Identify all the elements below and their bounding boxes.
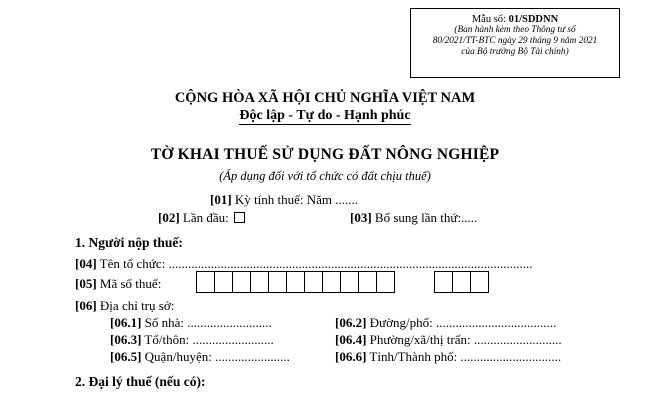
motto-text: Độc lập - Tự do - Hạnh phúc bbox=[239, 108, 411, 123]
field-03-code: [03] bbox=[350, 210, 372, 225]
form-note-line3: của Bộ trưởng Bộ Tài chính) bbox=[461, 47, 569, 57]
form-note-line1: (Ban hành kèm theo Thông tư số bbox=[454, 25, 576, 35]
document-subtitle: (Áp dụng đối với tổ chức có đất chịu thuế) bbox=[219, 169, 431, 183]
tax-code-branch-box[interactable] bbox=[434, 271, 453, 293]
field-062-street bbox=[335, 315, 556, 331]
tax-code-digit-box[interactable] bbox=[196, 271, 215, 293]
tax-code-digit-box[interactable] bbox=[214, 271, 233, 293]
field-03-text: Bổ sung lần thứ:..... bbox=[371, 210, 478, 225]
field-063-code: [06.3] bbox=[110, 332, 142, 347]
tax-code-digit-box[interactable] bbox=[268, 271, 287, 293]
field-064-text: Phường/xã/thị trấn: ........................... bbox=[366, 332, 562, 347]
field-02-code: [02] bbox=[158, 210, 180, 225]
field-05-text: Mã số thuế: bbox=[96, 276, 162, 291]
form-code bbox=[411, 14, 619, 25]
field-04-code: [04] bbox=[75, 256, 97, 271]
section-1-taxpayer: 1. Người nộp thuế: bbox=[75, 235, 183, 250]
section-2-tax-agent: 2. Đại lý thuế (nếu có): bbox=[75, 374, 206, 389]
document-title: TỜ KHAI THUẾ SỬ DỤNG ĐẤT NÔNG NGHIỆP bbox=[150, 146, 500, 163]
form-code-label: Mẫu số: bbox=[471, 14, 509, 25]
field-061-code: [06.1] bbox=[110, 315, 142, 330]
tax-code-digit-box[interactable] bbox=[358, 271, 377, 293]
field-065-district bbox=[110, 349, 290, 365]
tax-code-digit-box[interactable] bbox=[376, 271, 395, 293]
first-time-checkbox[interactable] bbox=[234, 212, 245, 223]
tax-code-digit-box[interactable] bbox=[286, 271, 305, 293]
field-062-code: [06.2] bbox=[335, 315, 367, 330]
field-06-address bbox=[75, 298, 174, 314]
field-065-text: Quận/huyện: ....................... bbox=[141, 349, 290, 364]
field-03-supplement bbox=[350, 210, 477, 226]
field-065-code: [06.5] bbox=[110, 349, 142, 364]
tax-code-boxes-branch bbox=[434, 271, 488, 293]
motto bbox=[0, 108, 650, 124]
tax-code-digit-box[interactable] bbox=[304, 271, 323, 293]
field-064-code: [06.4] bbox=[335, 332, 367, 347]
tax-code-branch-box[interactable] bbox=[452, 271, 471, 293]
field-066-code: [06.6] bbox=[335, 349, 367, 364]
tax-code-digit-box[interactable] bbox=[322, 271, 341, 293]
field-02-text: Lần đầu: bbox=[179, 210, 229, 225]
tax-code-digit-box[interactable] bbox=[250, 271, 269, 293]
field-01-text: Kỳ tính thuế: Năm ....... bbox=[231, 192, 359, 207]
tax-code-branch-box[interactable] bbox=[470, 271, 489, 293]
field-02-first-time bbox=[158, 210, 245, 226]
field-01-code: [01] bbox=[210, 192, 232, 207]
field-06-code: [06] bbox=[75, 298, 97, 313]
field-064-ward bbox=[335, 332, 562, 348]
field-066-province bbox=[335, 349, 561, 365]
form-note-line2: 80/2021/TT-BTC ngày 29 tháng 9 năm 2021 bbox=[432, 36, 598, 46]
form-code-value: 01/SDDNN bbox=[508, 14, 559, 25]
field-01-tax-period bbox=[210, 192, 358, 208]
tax-code-digit-box[interactable] bbox=[340, 271, 359, 293]
field-063-text: Tổ/thôn: ......................... bbox=[141, 332, 274, 347]
national-title: CỘNG HÒA XÃ HỘI CHỦ NGHĨA VIỆT NAM bbox=[174, 90, 476, 106]
field-063-hamlet bbox=[110, 332, 274, 348]
field-04-org-name bbox=[75, 256, 532, 272]
field-04-text: Tên tổ chức: ................................................................................................................ bbox=[96, 256, 533, 271]
field-05-tax-code bbox=[75, 276, 161, 292]
field-061-text: Số nhà: .......................... bbox=[141, 315, 272, 330]
tax-code-digit-box[interactable] bbox=[232, 271, 251, 293]
field-05-code: [05] bbox=[75, 276, 97, 291]
field-061-house-number bbox=[110, 315, 272, 331]
field-06-text: Địa chỉ trụ sở: bbox=[96, 298, 175, 313]
form-code-box bbox=[410, 8, 620, 78]
field-066-text: Tỉnh/Thành phố: ............................... bbox=[366, 349, 562, 364]
tax-code-boxes-main bbox=[196, 271, 394, 293]
field-062-text: Đường/phố: ..................................... bbox=[366, 315, 557, 330]
